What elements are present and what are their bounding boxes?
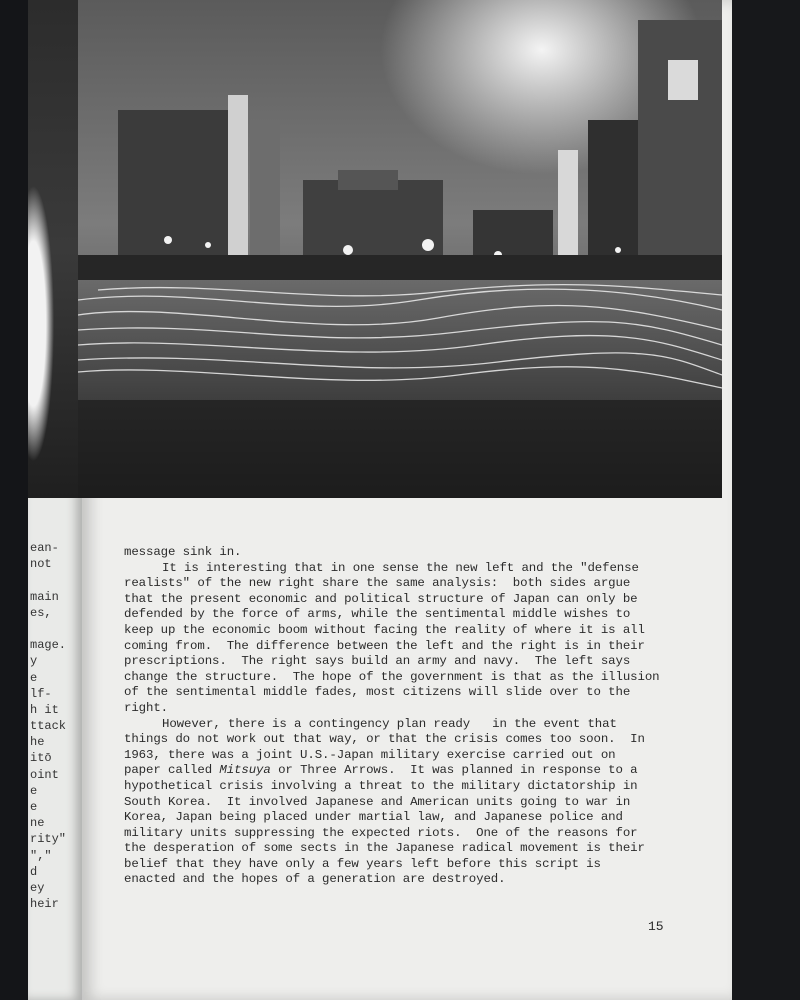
article-line: 1963, there was a joint U.S.-Japan military exercise carried out on — [124, 747, 616, 762]
previous-page-fragment: e — [30, 670, 38, 685]
previous-page-fragment: he — [30, 735, 45, 750]
article-line: enacted and the hopes of a generation are destroyed. — [124, 872, 506, 887]
previous-page-fragment: main — [30, 589, 59, 604]
article-line: prescriptions. The right says build an army and navy. The left says — [124, 654, 631, 669]
previous-page-fragment: h it — [30, 702, 59, 717]
previous-page-fragment: e — [30, 783, 38, 798]
previous-page-fragment: not — [30, 557, 52, 572]
right-margin-dark — [732, 0, 800, 1000]
article-body — [124, 545, 684, 888]
article-line: things do not work out that way, or that the crisis comes too soon. In — [124, 732, 645, 747]
night-street-riot-photo-icon — [78, 0, 722, 498]
article-line: defended by the force of arms, while the sentimental middle wishes to — [124, 607, 631, 622]
previous-page-fragment: mage. — [30, 638, 67, 653]
article-line: military units suppressing the expected riots. One of the reasons for — [124, 825, 638, 840]
article-line: However, there is a contingency plan ready in the event that — [162, 716, 617, 731]
previous-page-fragment: es, — [30, 605, 52, 620]
article-line: right. — [124, 700, 169, 715]
article-line: Korea, Japan being placed under martial law, and Japanese police and — [124, 810, 623, 825]
previous-page-fragment: oint — [30, 767, 59, 782]
article-line: that the present economic and political structure of Japan can only be — [124, 591, 638, 606]
previous-page-fragment: heir — [30, 897, 59, 912]
previous-page-fragment: y — [30, 654, 38, 669]
article-line: It is interesting that in one sense the new left and the "defense — [162, 560, 639, 575]
previous-page-fragment: rity" — [30, 832, 67, 847]
previous-page-fragment: ey — [30, 880, 45, 895]
previous-page-fragment: e — [30, 800, 38, 814]
article-line-italic: Mitsuya — [219, 763, 271, 778]
previous-page-fragment: "," — [30, 848, 52, 863]
article-line: keep up the economic boom without facing the reality of where it is all — [124, 622, 645, 637]
article-line-part: paper called — [124, 763, 220, 778]
article-line: hypothetical crisis involving a threat to the military dictatorship in — [124, 778, 638, 793]
previous-page-fragment: ean- — [30, 541, 59, 555]
previous-page-fragment — [30, 572, 82, 588]
article-line: change the structure. The hope of the government is that as the illusion — [124, 669, 660, 684]
previous-page-fragment: itō — [30, 751, 52, 766]
article-line: message sink in. — [124, 545, 242, 559]
previous-page-fragment: lf- — [30, 686, 52, 701]
article-line — [124, 763, 684, 779]
page-number: 15 — [648, 919, 664, 934]
article-line: belief that they have only a few years left before this script is — [124, 856, 601, 871]
previous-page-text-fragments — [30, 540, 82, 912]
article-line: the desperation of some sects in the Japanese radical movement is their — [124, 841, 645, 856]
article-line: South Korea. It involved Japanese and American units going to war in — [124, 794, 631, 809]
previous-page — [28, 0, 82, 1000]
previous-page-photo — [28, 0, 82, 498]
previous-page-fragment: ne — [30, 816, 45, 831]
previous-page-fragment: ttack — [30, 719, 67, 734]
previous-page-fragment: d — [30, 864, 38, 879]
article-line: realists" of the new right share the same analysis: both sides argue — [124, 576, 631, 591]
article-line: coming from. The difference between the left and the right is in their — [124, 638, 645, 653]
previous-page-fragment — [30, 621, 82, 637]
article-line-part: or Three Arrows. It was planned in response to a — [270, 763, 638, 778]
article-line: of the sentimental middle fades, most citizens will slide over to the — [124, 685, 631, 700]
